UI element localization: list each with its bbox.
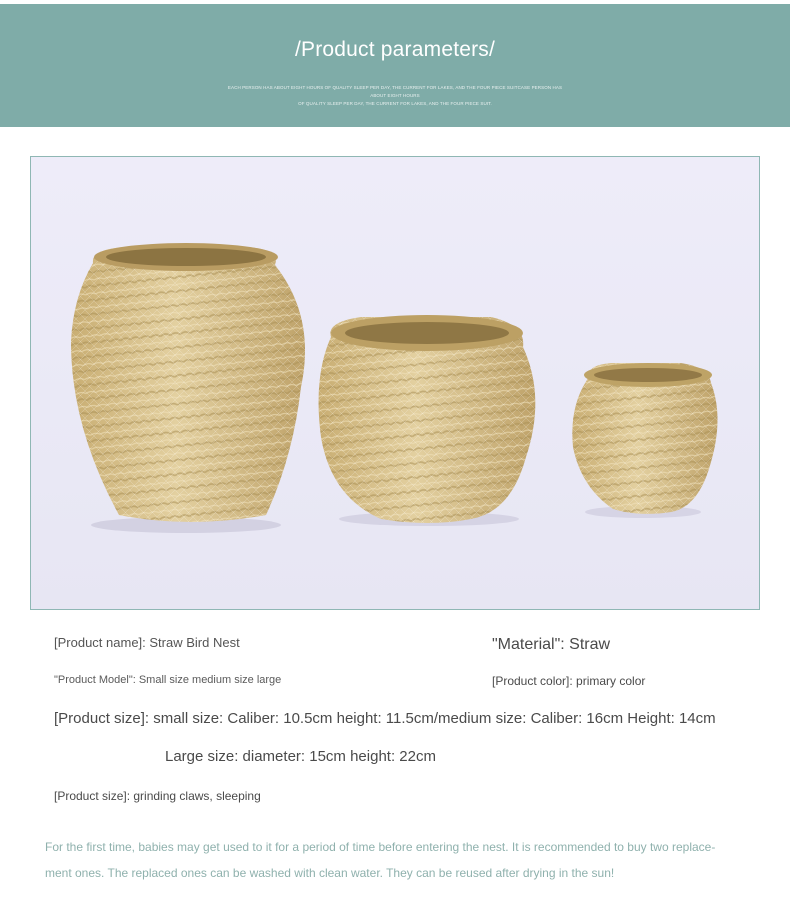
product-photo: [30, 156, 760, 610]
product-size-line1: [Product size]: small size: Caliber: 10.5cm height: 11.5cm/medium size: Caliber: 16cm Height: 14cm: [54, 710, 716, 727]
product-material: "Material": Straw: [492, 636, 611, 653]
medium-nest: [319, 315, 536, 523]
banner-subtitle: [225, 84, 565, 108]
banner-subtitle-line2: OF QUALITY SLEEP PER DAY, THE CURRENT FOR LAKES, AND THE FOUR PIECE SUIT.: [298, 101, 492, 106]
note-line1: For the first time, babies may get used to it for a period of time before entering the nest. It is recommended to buy two replace-: [45, 840, 716, 854]
bird-nest-illustration: [31, 157, 759, 609]
product-model: "Product Model": Small size medium size large: [54, 674, 282, 686]
large-nest: [71, 243, 305, 522]
product-size-line2: Large size: diameter: 15cm height: 22cm: [165, 748, 436, 765]
note-line2: ment ones. The replaced ones can be washed with clean water. They can be reused after drying in the sun!: [45, 866, 615, 880]
header-banner: [0, 4, 790, 127]
product-color: [Product color]: primary color: [492, 674, 646, 688]
banner-subtitle-line1: EACH PERSON HAS ABOUT EIGHT HOURS OF QUALITY SLEEP PER DAY, THE CURRENT FOR LAKES, AND THE FOUR PIECE SUITCASE PERSON HAS ABOUT EIGHT HOURS: [227, 85, 563, 98]
product-name: [Product name]: Straw Bird Nest: [54, 635, 240, 650]
small-nest: [572, 363, 717, 514]
product-usage: [Product size]: grinding claws, sleeping: [54, 789, 261, 803]
page-title: /Product parameters/: [294, 38, 496, 61]
